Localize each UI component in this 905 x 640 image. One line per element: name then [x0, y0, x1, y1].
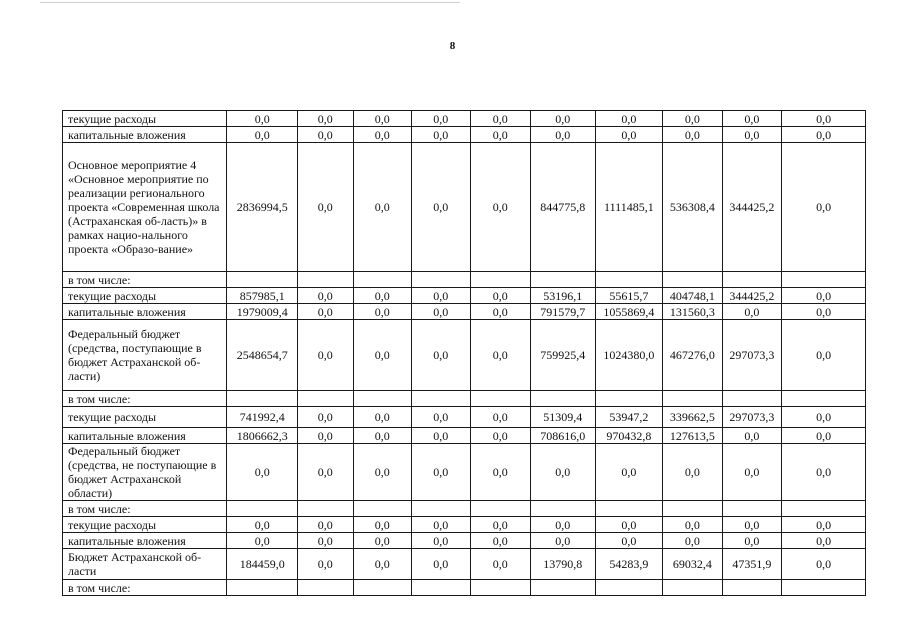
row-label: Бюджет Астраханской об-ласти	[63, 549, 227, 580]
value-cell: 344425,2	[722, 143, 782, 272]
value-cell	[227, 580, 298, 596]
value-cell: 741992,4	[227, 407, 298, 428]
value-cell	[782, 501, 866, 517]
value-cell: 1979009,4	[227, 304, 298, 320]
value-cell: 0,0	[782, 288, 866, 304]
value-cell	[470, 501, 531, 517]
value-cell: 0,0	[663, 111, 723, 127]
row-label: в том числе:	[63, 580, 227, 596]
value-cell	[531, 391, 596, 407]
value-cell: 69032,4	[663, 549, 723, 580]
value-cell: 0,0	[298, 549, 353, 580]
value-cell: 297073,3	[722, 320, 782, 391]
table-row	[63, 127, 866, 143]
page-number: 8	[449, 40, 456, 52]
value-cell: 0,0	[298, 288, 353, 304]
value-cell: 0,0	[663, 444, 723, 501]
value-cell	[298, 580, 353, 596]
value-cell: 0,0	[470, 517, 531, 533]
value-cell: 970432,8	[595, 428, 663, 444]
value-cell: 0,0	[298, 533, 353, 549]
value-cell: 0,0	[782, 320, 866, 391]
value-cell: 0,0	[412, 111, 471, 127]
value-cell: 0,0	[470, 320, 531, 391]
value-cell	[531, 272, 596, 288]
value-cell: 0,0	[722, 127, 782, 143]
value-cell: 1024380,0	[595, 320, 663, 391]
value-cell	[298, 501, 353, 517]
value-cell	[227, 391, 298, 407]
value-cell: 0,0	[412, 304, 471, 320]
value-cell: 0,0	[412, 533, 471, 549]
value-cell: 759925,4	[531, 320, 596, 391]
value-cell: 0,0	[595, 444, 663, 501]
value-cell: 0,0	[782, 127, 866, 143]
value-cell: 2548654,7	[227, 320, 298, 391]
value-cell: 47351,9	[722, 549, 782, 580]
table-row	[63, 272, 866, 288]
value-cell: 708616,0	[531, 428, 596, 444]
value-cell	[412, 580, 471, 596]
value-cell: 51309,4	[531, 407, 596, 428]
value-cell	[353, 580, 412, 596]
value-cell: 0,0	[470, 288, 531, 304]
row-label: текущие расходы	[63, 517, 227, 533]
value-cell: 0,0	[595, 533, 663, 549]
value-cell: 0,0	[353, 111, 412, 127]
table-row	[63, 111, 866, 127]
value-cell: 0,0	[353, 127, 412, 143]
value-cell	[782, 580, 866, 596]
value-cell: 0,0	[298, 444, 353, 501]
table-row	[63, 533, 866, 549]
value-cell	[663, 272, 723, 288]
value-cell: 0,0	[412, 428, 471, 444]
value-cell: 536308,4	[663, 143, 723, 272]
value-cell	[595, 580, 663, 596]
value-cell: 0,0	[298, 304, 353, 320]
value-cell: 0,0	[782, 428, 866, 444]
value-cell: 297073,3	[722, 407, 782, 428]
value-cell: 0,0	[663, 533, 723, 549]
value-cell: 184459,0	[227, 549, 298, 580]
value-cell: 1806662,3	[227, 428, 298, 444]
value-cell: 0,0	[595, 111, 663, 127]
value-cell: 791579,7	[531, 304, 596, 320]
value-cell: 0,0	[298, 428, 353, 444]
value-cell: 0,0	[722, 111, 782, 127]
table-row	[63, 288, 866, 304]
value-cell	[595, 272, 663, 288]
value-cell: 54283,9	[595, 549, 663, 580]
value-cell	[470, 272, 531, 288]
row-label: текущие расходы	[63, 407, 227, 428]
value-cell: 0,0	[412, 444, 471, 501]
value-cell: 0,0	[227, 517, 298, 533]
value-cell: 0,0	[353, 533, 412, 549]
value-cell	[412, 501, 471, 517]
value-cell: 0,0	[531, 127, 596, 143]
value-cell: 0,0	[412, 127, 471, 143]
value-cell: 0,0	[470, 304, 531, 320]
value-cell: 53947,2	[595, 407, 663, 428]
value-cell: 0,0	[782, 549, 866, 580]
value-cell: 53196,1	[531, 288, 596, 304]
scan-edge-line	[40, 2, 460, 3]
table-row	[63, 407, 866, 428]
value-cell: 0,0	[298, 517, 353, 533]
value-cell	[722, 272, 782, 288]
value-cell: 0,0	[782, 533, 866, 549]
value-cell: 0,0	[353, 320, 412, 391]
value-cell: 1055869,4	[595, 304, 663, 320]
value-cell: 0,0	[595, 127, 663, 143]
value-cell	[722, 501, 782, 517]
value-cell: 1111485,1	[595, 143, 663, 272]
row-label: Федеральный бюджет (средства, поступающие в бюджет Астраханской об-ласти)	[63, 320, 227, 391]
value-cell: 0,0	[412, 407, 471, 428]
value-cell	[227, 501, 298, 517]
value-cell	[470, 580, 531, 596]
row-label: Основное мероприятие 4 «Основное мероприятие по реализации регионального проекта «Современная школа (Астраханская об-ласть)» в рамках нацио-нального проекта «Образо-вание»	[63, 143, 227, 272]
value-cell: 0,0	[531, 533, 596, 549]
value-cell: 131560,3	[663, 304, 723, 320]
value-cell	[782, 391, 866, 407]
value-cell: 0,0	[722, 444, 782, 501]
value-cell	[353, 391, 412, 407]
value-cell: 0,0	[782, 407, 866, 428]
value-cell: 0,0	[353, 143, 412, 272]
value-cell	[595, 391, 663, 407]
row-label: Федеральный бюджет (средства, не поступающие в бюджет Астраханской области)	[63, 444, 227, 501]
value-cell: 0,0	[412, 288, 471, 304]
table-row	[63, 580, 866, 596]
value-cell: 344425,2	[722, 288, 782, 304]
value-cell	[663, 501, 723, 517]
value-cell: 0,0	[782, 304, 866, 320]
value-cell: 0,0	[353, 428, 412, 444]
value-cell: 0,0	[782, 444, 866, 501]
value-cell: 0,0	[470, 533, 531, 549]
table-row	[63, 517, 866, 533]
value-cell	[663, 391, 723, 407]
value-cell	[722, 580, 782, 596]
value-cell: 467276,0	[663, 320, 723, 391]
value-cell	[782, 272, 866, 288]
table-row	[63, 428, 866, 444]
value-cell: 0,0	[353, 304, 412, 320]
row-label: капитальные вложения	[63, 533, 227, 549]
table-row	[63, 320, 866, 391]
value-cell: 0,0	[470, 407, 531, 428]
value-cell: 0,0	[663, 127, 723, 143]
value-cell: 0,0	[722, 428, 782, 444]
value-cell	[412, 391, 471, 407]
value-cell: 844775,8	[531, 143, 596, 272]
table-body	[63, 111, 866, 596]
value-cell: 0,0	[531, 444, 596, 501]
value-cell: 0,0	[353, 288, 412, 304]
table-row	[63, 304, 866, 320]
value-cell: 0,0	[595, 517, 663, 533]
value-cell: 0,0	[353, 407, 412, 428]
value-cell: 339662,5	[663, 407, 723, 428]
table-row	[63, 391, 866, 407]
value-cell: 0,0	[353, 444, 412, 501]
row-label: в том числе:	[63, 272, 227, 288]
value-cell: 55615,7	[595, 288, 663, 304]
value-cell	[298, 391, 353, 407]
table-row	[63, 444, 866, 501]
value-cell	[663, 580, 723, 596]
table-row	[63, 501, 866, 517]
value-cell: 0,0	[470, 143, 531, 272]
value-cell: 0,0	[298, 127, 353, 143]
value-cell: 0,0	[412, 320, 471, 391]
row-label: текущие расходы	[63, 111, 227, 127]
value-cell: 0,0	[412, 143, 471, 272]
row-label: капитальные вложения	[63, 304, 227, 320]
value-cell	[298, 272, 353, 288]
value-cell	[470, 391, 531, 407]
table-row	[63, 549, 866, 580]
value-cell: 2836994,5	[227, 143, 298, 272]
row-label: текущие расходы	[63, 288, 227, 304]
value-cell	[412, 272, 471, 288]
value-cell: 0,0	[663, 517, 723, 533]
value-cell: 0,0	[531, 517, 596, 533]
value-cell: 0,0	[353, 517, 412, 533]
value-cell: 0,0	[298, 111, 353, 127]
value-cell: 0,0	[353, 549, 412, 580]
value-cell: 404748,1	[663, 288, 723, 304]
value-cell	[353, 501, 412, 517]
value-cell: 0,0	[227, 111, 298, 127]
row-label: капитальные вложения	[63, 127, 227, 143]
value-cell	[595, 501, 663, 517]
budget-table	[62, 110, 866, 596]
value-cell: 0,0	[470, 428, 531, 444]
value-cell: 857985,1	[227, 288, 298, 304]
value-cell: 0,0	[722, 517, 782, 533]
value-cell: 0,0	[531, 111, 596, 127]
value-cell: 0,0	[470, 127, 531, 143]
value-cell: 0,0	[298, 407, 353, 428]
row-label: капитальные вложения	[63, 428, 227, 444]
value-cell	[353, 272, 412, 288]
row-label: в том числе:	[63, 501, 227, 517]
value-cell	[531, 501, 596, 517]
value-cell: 127613,5	[663, 428, 723, 444]
value-cell: 0,0	[412, 517, 471, 533]
value-cell: 13790,8	[531, 549, 596, 580]
value-cell: 0,0	[782, 517, 866, 533]
value-cell: 0,0	[722, 533, 782, 549]
value-cell: 0,0	[470, 549, 531, 580]
value-cell: 0,0	[470, 444, 531, 501]
value-cell	[227, 272, 298, 288]
table-row	[63, 143, 866, 272]
value-cell: 0,0	[227, 533, 298, 549]
value-cell: 0,0	[470, 111, 531, 127]
value-cell: 0,0	[782, 111, 866, 127]
value-cell: 0,0	[412, 549, 471, 580]
value-cell	[722, 391, 782, 407]
value-cell: 0,0	[227, 127, 298, 143]
value-cell	[531, 580, 596, 596]
row-label: в том числе:	[63, 391, 227, 407]
value-cell: 0,0	[298, 320, 353, 391]
value-cell: 0,0	[298, 143, 353, 272]
value-cell: 0,0	[722, 304, 782, 320]
value-cell: 0,0	[227, 444, 298, 501]
value-cell: 0,0	[782, 143, 866, 272]
